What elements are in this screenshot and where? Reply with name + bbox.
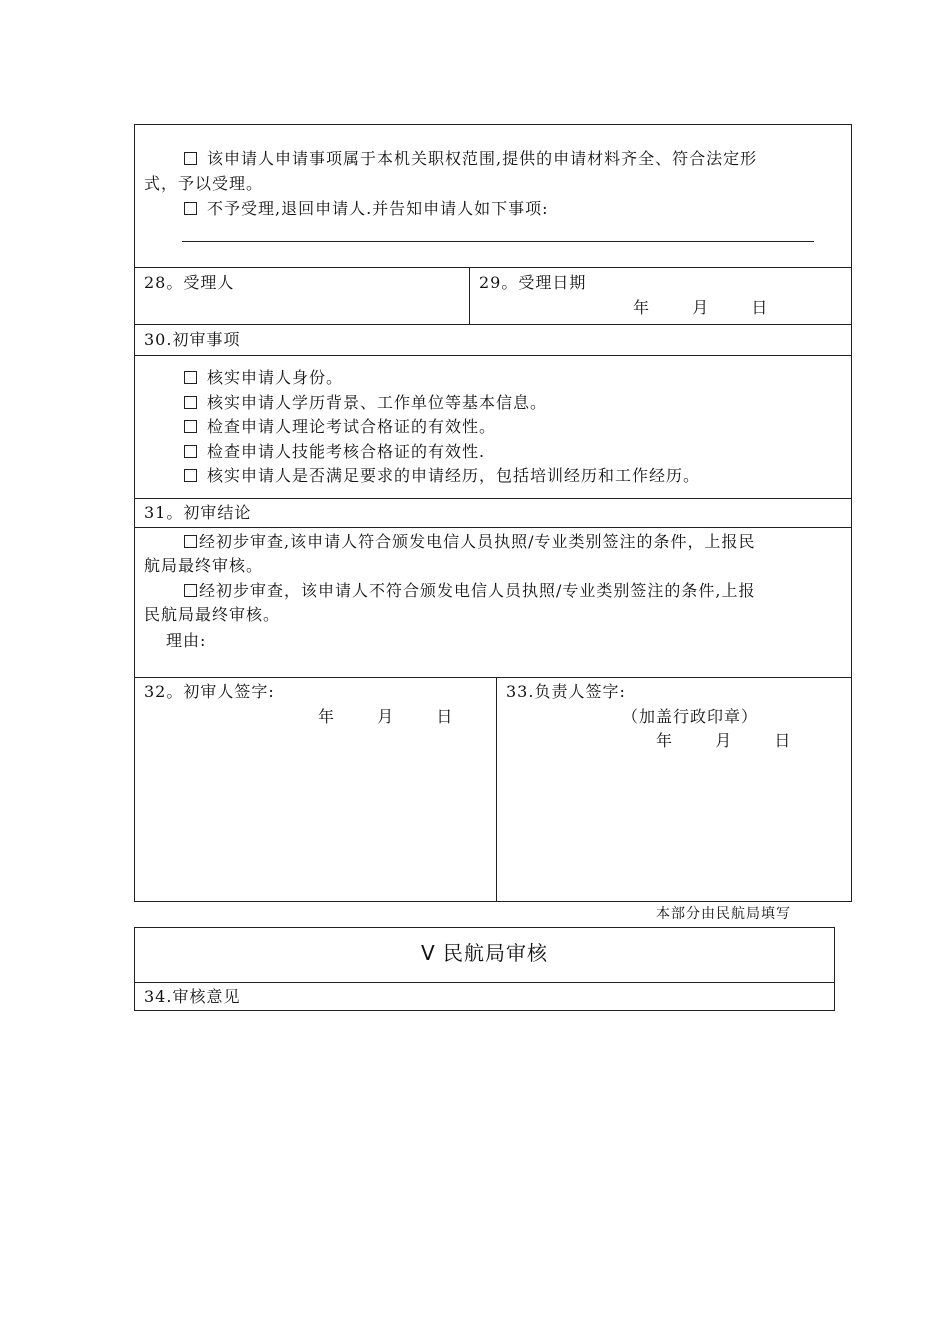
date-month: 月 — [715, 731, 733, 750]
accept-checkbox[interactable] — [184, 152, 197, 165]
review-item — [184, 392, 547, 414]
conclusion-option-fail — [184, 580, 755, 602]
field-30-label: 30.初审事项 — [144, 330, 241, 349]
row-divider — [134, 527, 852, 528]
review-item-text: 检查申请人理论考试合格证的有效性。 — [207, 417, 497, 436]
review-item-text: 核实申请人学历背景、工作单位等基本信息。 — [207, 393, 548, 412]
review-item — [184, 441, 485, 463]
review-item-text: 核实申请人身份。 — [207, 368, 344, 387]
acceptance-date[interactable] — [633, 297, 768, 319]
review-item-checkbox[interactable] — [184, 371, 197, 384]
column-divider — [496, 677, 497, 902]
reject-reason-underline[interactable] — [182, 241, 814, 242]
section-note: 本部分由民航局填写 — [656, 906, 791, 922]
row-divider — [134, 498, 852, 499]
date-day: 日 — [774, 731, 792, 750]
review-item — [184, 367, 343, 389]
field-28-label: 28。受理人 — [144, 273, 235, 292]
accept-text-line1: 该申请人申请事项属于本机关职权范围,提供的申请材料齐全、符合法定形 — [207, 149, 758, 168]
conclusion-fail-checkbox[interactable] — [184, 584, 197, 597]
conclusion-pass-checkbox[interactable] — [184, 535, 197, 548]
date-month: 月 — [377, 707, 395, 726]
manager-sign-date[interactable] — [656, 730, 791, 752]
field-29-label: 29。受理日期 — [479, 273, 587, 292]
review-item-text: 检查申请人技能考核合格证的有效性. — [207, 442, 486, 461]
accept-option — [184, 148, 757, 170]
row-divider — [134, 324, 852, 325]
conclusion-option-pass — [184, 531, 755, 553]
row-divider — [134, 355, 852, 356]
field-34-label: 34.审核意见 — [144, 987, 241, 1006]
review-item-text: 核实申请人是否满足要求的申请经历，包括培训经历和工作经历。 — [207, 466, 701, 485]
date-day: 日 — [751, 298, 769, 317]
reject-option — [184, 198, 549, 220]
conclusion-pass-line2: 航局最终审核。 — [144, 556, 264, 575]
review-item-checkbox[interactable] — [184, 469, 197, 482]
review-item — [184, 465, 700, 487]
row-divider — [134, 982, 835, 983]
date-month: 月 — [692, 298, 710, 317]
field-33-label: 33.负责人签字: — [506, 682, 626, 701]
conclusion-fail-line2: 民航局最终审核。 — [144, 605, 281, 624]
section-5-title: V 民航局审核 — [420, 941, 549, 965]
accept-text-line2: 式，予以受理。 — [144, 174, 264, 193]
review-item-checkbox[interactable] — [184, 445, 197, 458]
review-item-checkbox[interactable] — [184, 420, 197, 433]
seal-note: （加盖行政印章） — [622, 707, 759, 726]
conclusion-pass-line1: 经初步审查,该申请人符合颁发电信人员执照/专业类别签注的条件，上报民 — [199, 532, 756, 551]
reject-checkbox[interactable] — [184, 202, 197, 215]
date-year: 年 — [633, 298, 651, 317]
date-day: 日 — [436, 707, 454, 726]
review-item-checkbox[interactable] — [184, 396, 197, 409]
reason-label: 理由: — [166, 631, 207, 650]
column-divider — [469, 267, 470, 324]
row-divider — [134, 677, 852, 678]
date-year: 年 — [318, 707, 336, 726]
reject-text: 不予受理,退回申请人.并告知申请人如下事项: — [207, 199, 549, 218]
review-item — [184, 416, 496, 438]
field-31-label: 31。初审结论 — [144, 503, 252, 522]
reviewer-sign-date[interactable] — [318, 706, 453, 728]
date-year: 年 — [656, 731, 674, 750]
conclusion-fail-line1: 经初步审查，该申请人不符合颁发电信人员执照/专业类别签注的条件,上报 — [199, 581, 756, 600]
field-32-label: 32。初审人签字: — [144, 682, 275, 701]
row-divider — [134, 267, 852, 268]
